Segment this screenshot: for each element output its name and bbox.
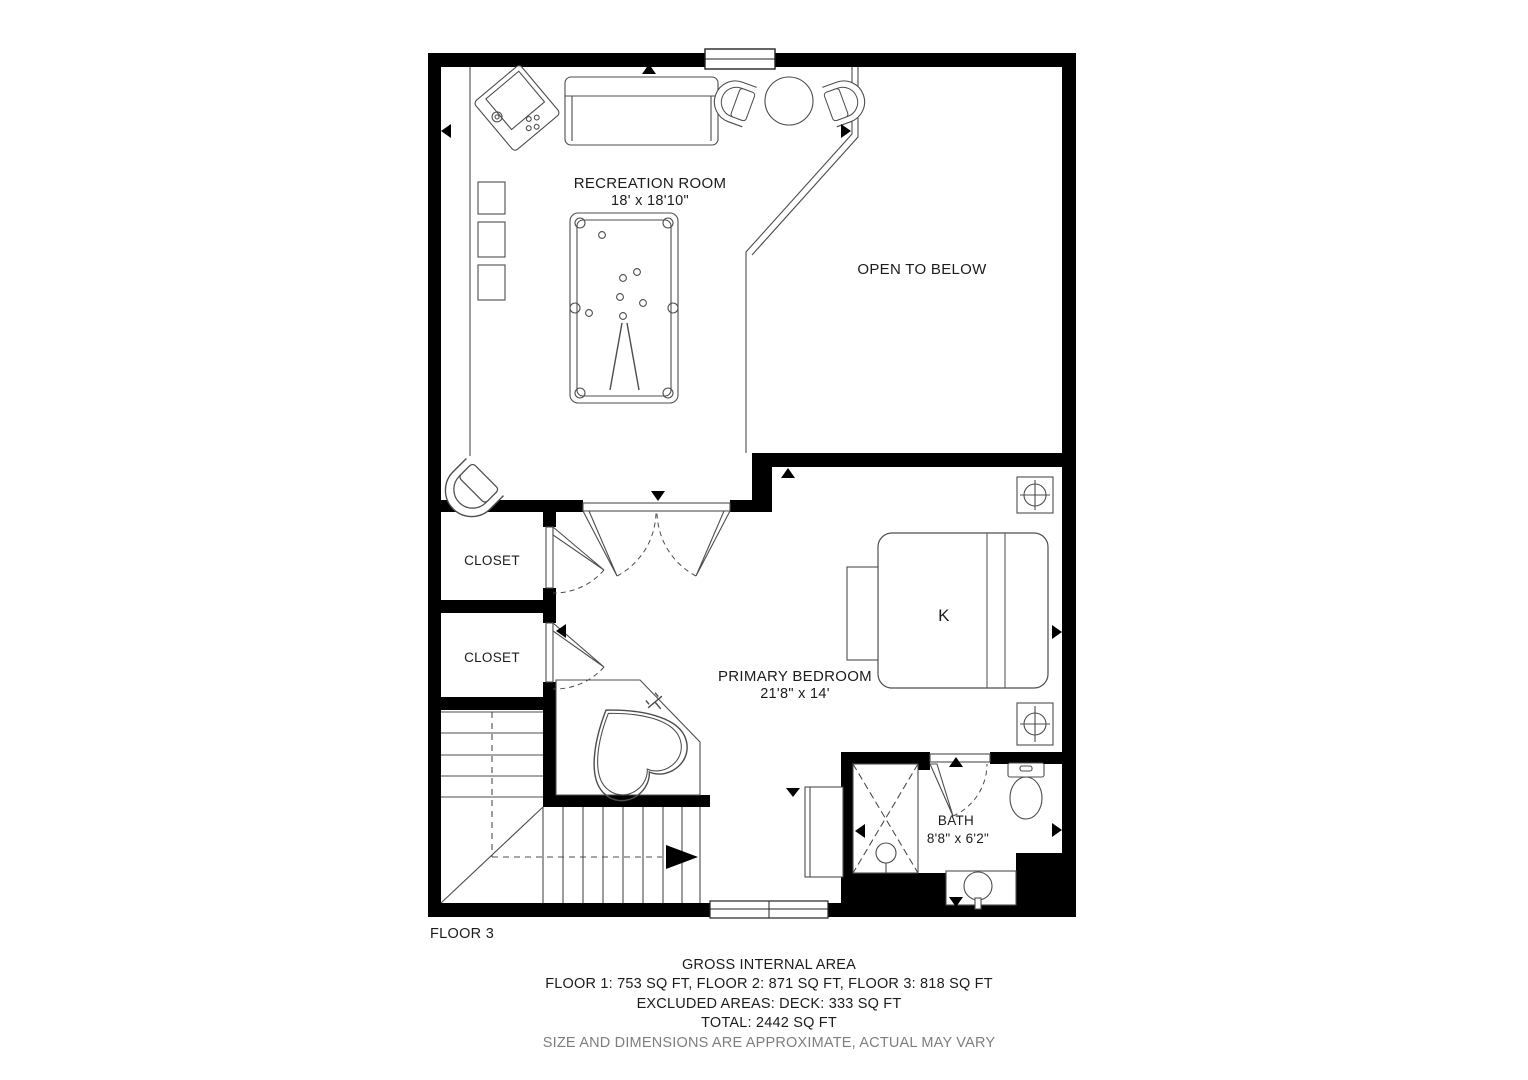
vanity-sink-bottom — [1017, 703, 1053, 745]
bed-king — [878, 533, 1048, 688]
wall-closet-side — [543, 500, 556, 527]
label-recreation-room: RECREATION ROOM — [573, 175, 727, 192]
marker-down-recroom-door — [651, 491, 665, 501]
excluded-areas-line: EXCLUDED AREAS: DECK: 333 SQ FT — [636, 995, 902, 1012]
floor-areas-line: FLOOR 1: 753 SQ FT, FLOOR 2: 871 SQ FT, FLOOR 3: 818 SQ FT — [545, 976, 993, 993]
door-arc — [657, 511, 696, 576]
pool-table-outer — [570, 213, 678, 403]
wall-bath-top — [841, 752, 930, 764]
wall-right — [1062, 53, 1076, 917]
dresser — [805, 787, 843, 877]
tub-faucet — [644, 691, 668, 715]
wall-cabinets — [478, 182, 505, 300]
wall-closet2-bottom — [441, 697, 556, 710]
door-arc — [553, 570, 604, 593]
marker-left-recroom — [441, 124, 451, 138]
door-arc — [617, 511, 656, 576]
tub-platform — [556, 680, 700, 795]
closet1-door-frame — [546, 527, 553, 588]
disclaimer-line: SIZE AND DIMENSIONS ARE APPROXIMATE, ACTUAL MAY VARY — [542, 1034, 996, 1051]
whirlpool-tub — [565, 682, 697, 811]
gross-area-title: GROSS INTERNAL AREA — [681, 957, 857, 973]
wall-tub-bottom — [543, 795, 710, 807]
marker-up-bedroom — [781, 468, 795, 478]
walls — [428, 53, 1076, 917]
toilet-bowl — [1010, 777, 1042, 819]
double-door-right-leaf — [696, 511, 730, 576]
cabinet — [478, 182, 505, 214]
pool-table — [570, 213, 678, 403]
round-table — [765, 77, 813, 125]
marker-right-recroom — [841, 124, 851, 138]
opening-markers — [441, 64, 1062, 907]
bath-door-frame — [930, 754, 990, 762]
bed-bench — [847, 567, 878, 660]
wall-bath-bottom-left — [841, 873, 946, 917]
vanity-sink-top — [1017, 477, 1053, 513]
stairs — [441, 712, 700, 903]
marker-right-bath — [1052, 823, 1062, 837]
label-bath: BATH — [937, 813, 975, 828]
corner-chair — [435, 458, 505, 528]
wall-shower-stub — [918, 752, 930, 770]
door-arc — [553, 667, 604, 689]
tub-rim-outer — [565, 682, 697, 811]
armchair-right — [821, 75, 870, 127]
area-summary — [429, 956, 1109, 1053]
wall-bottom-left — [428, 903, 710, 917]
label-primary-dims: 21'8" x 14' — [760, 686, 830, 702]
label-closet-1: CLOSET — [464, 553, 520, 568]
double-door-frame — [583, 503, 730, 511]
label-closet-2: CLOSET — [464, 650, 520, 665]
tv-console — [473, 64, 560, 152]
cabinet — [478, 222, 505, 257]
door-arc — [953, 764, 987, 816]
marker-down-bedroom — [786, 788, 800, 797]
floor-label: FLOOR 3 — [430, 926, 495, 942]
dresser-body — [805, 787, 843, 877]
sofa — [565, 77, 718, 145]
wall-closet-divider — [441, 600, 556, 613]
label-recreation-dims: 18' x 18'10" — [611, 193, 689, 209]
wall-left — [428, 53, 441, 917]
shower — [853, 764, 918, 873]
label-bath-dims: 8'8" x 6'2" — [926, 831, 990, 846]
marker-right-bedroom — [1052, 625, 1062, 639]
sink-faucet — [975, 898, 981, 909]
toilet-button — [1020, 766, 1032, 771]
faucet-spout — [655, 702, 661, 709]
bath-door-leaf — [930, 764, 953, 816]
label-open-to-below: OPEN TO BELOW — [857, 261, 987, 278]
label-primary-bedroom: PRIMARY BEDROOM — [718, 668, 872, 685]
total-area-line: TOTAL: 2442 SQ FT — [701, 1015, 837, 1032]
label-bed-size: K — [938, 606, 950, 625]
cabinet — [478, 265, 505, 300]
wall-bath-top2 — [990, 752, 1062, 764]
wall-openbelow-bottom — [752, 453, 1076, 467]
tub-rim-inner — [572, 688, 691, 804]
toilet — [1008, 763, 1044, 819]
closet2-door-frame — [546, 623, 553, 682]
sofa-body — [565, 77, 718, 145]
shower-pan — [853, 764, 918, 873]
faucet-handle — [646, 700, 649, 704]
wall-bath-bottom-right — [1016, 853, 1062, 917]
